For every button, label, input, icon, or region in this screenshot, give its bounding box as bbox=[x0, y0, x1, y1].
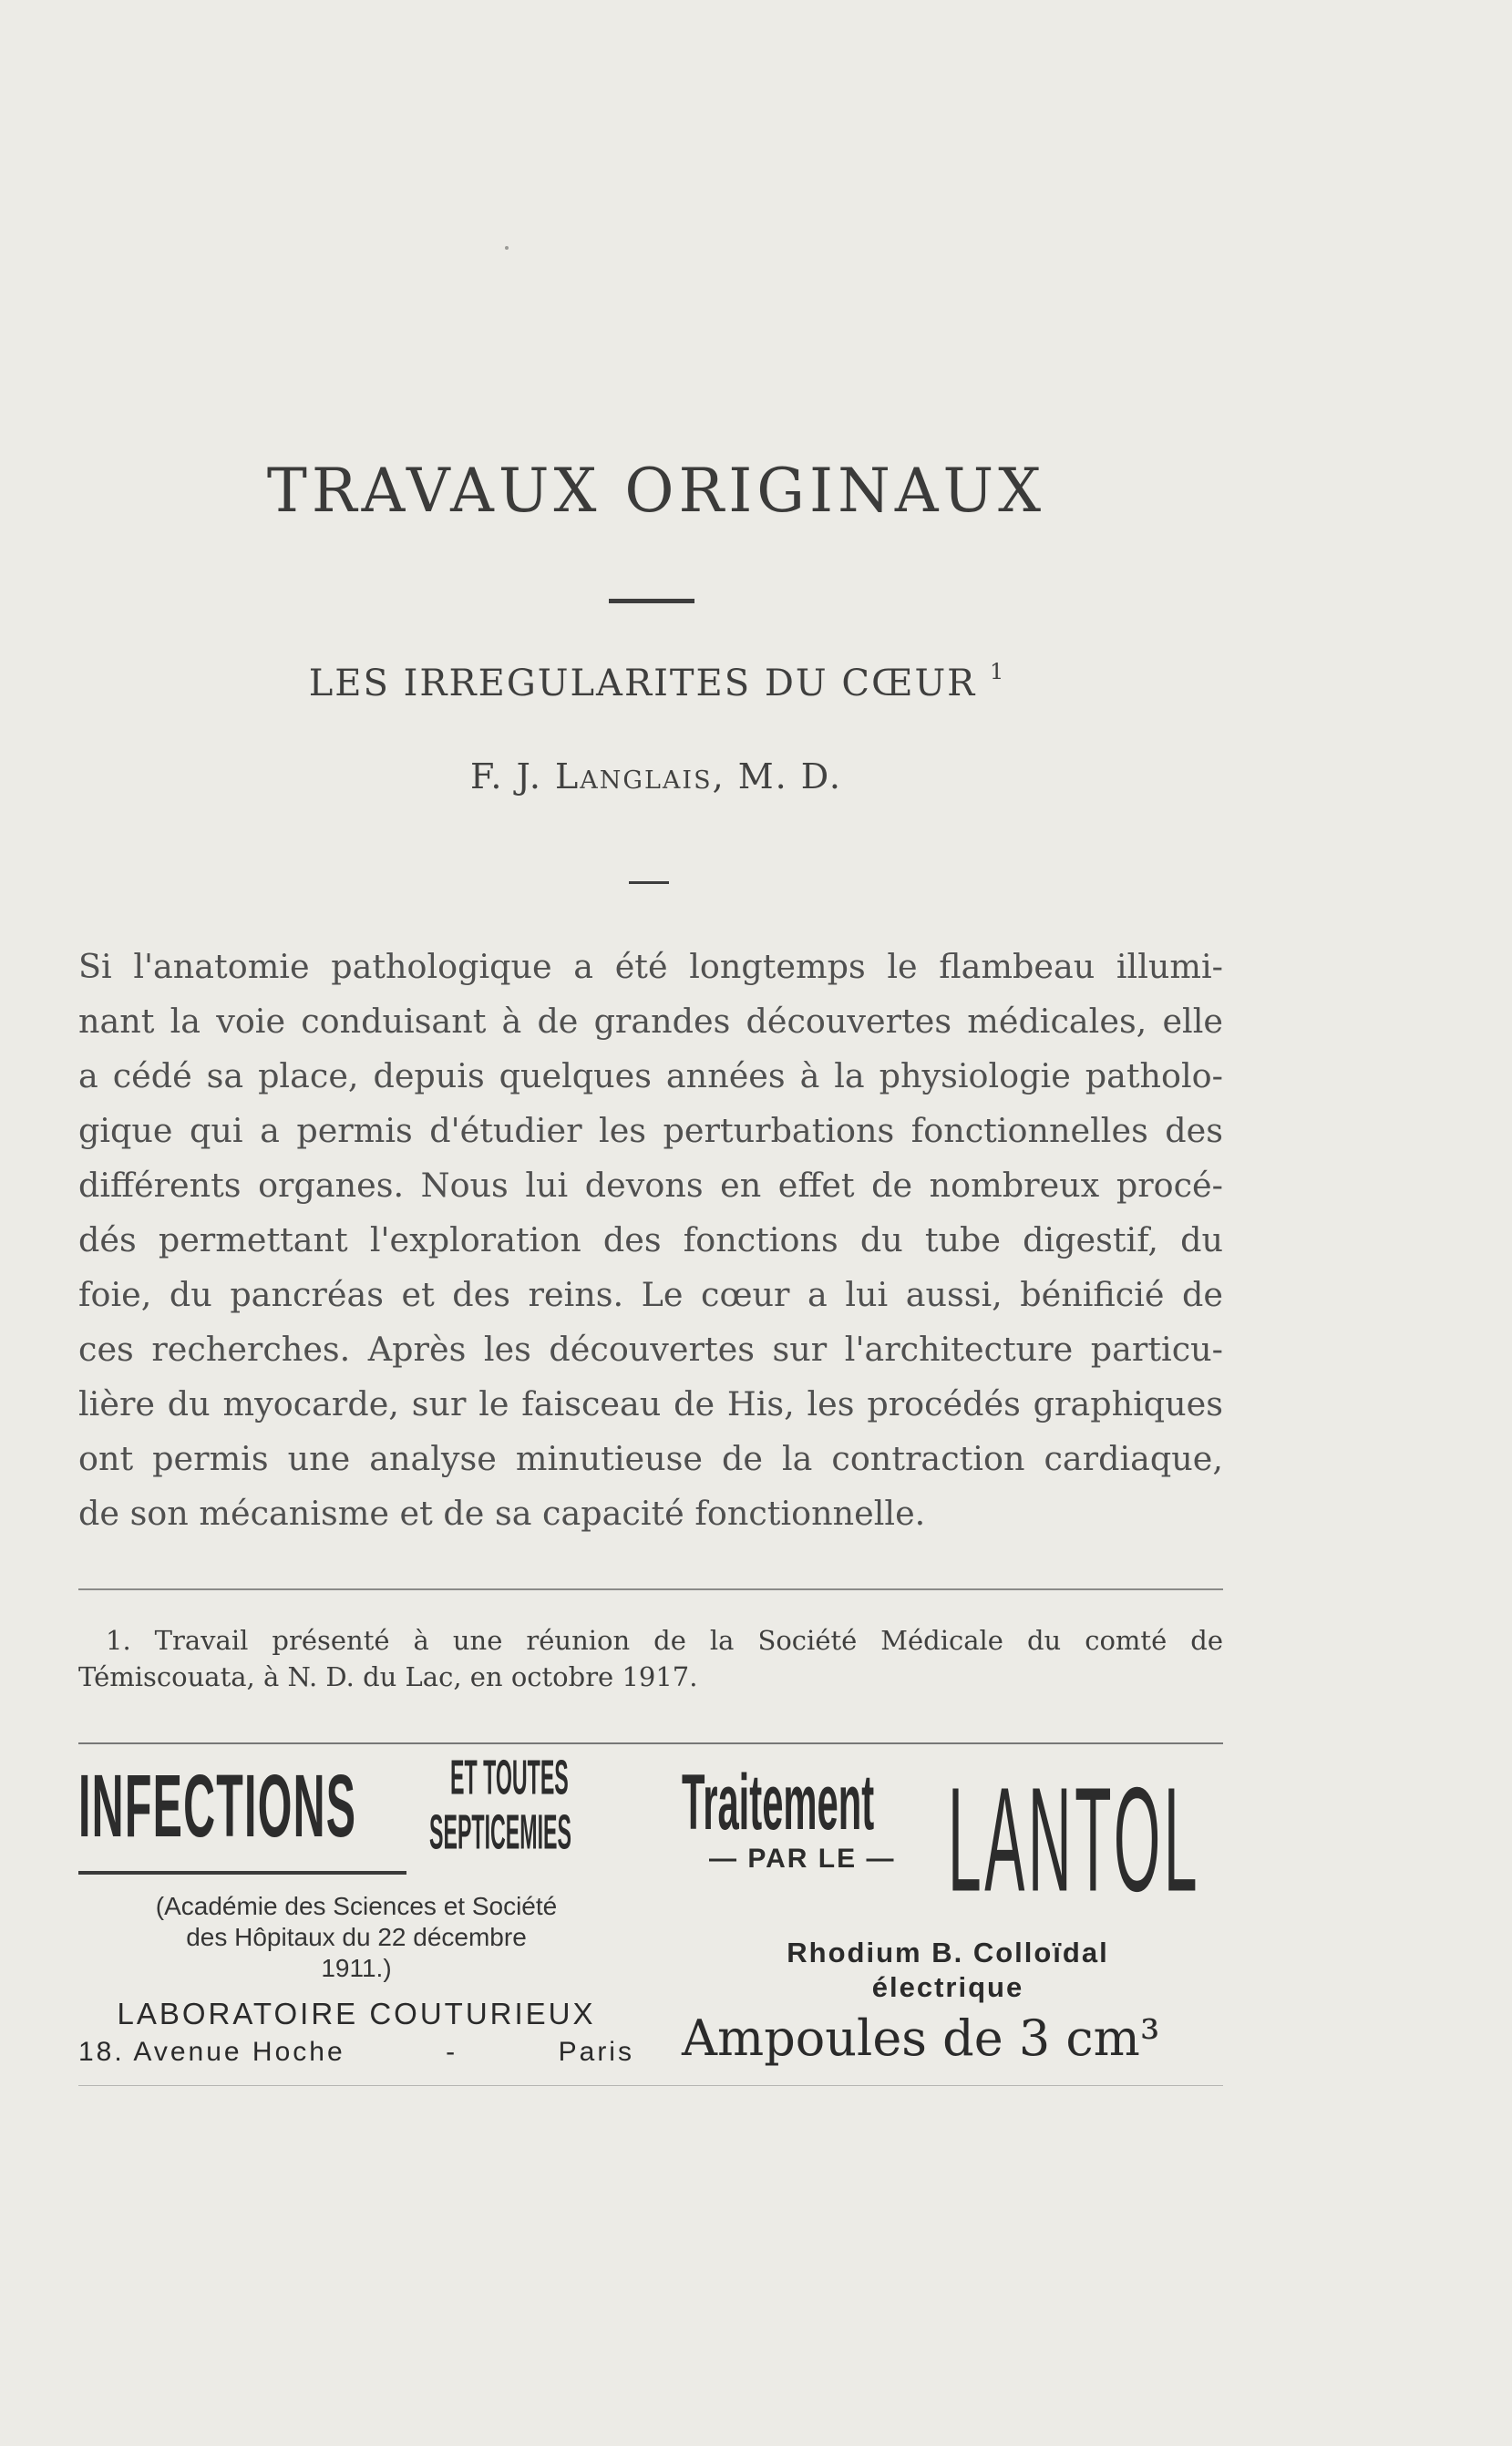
ad-left-rule bbox=[78, 1871, 406, 1875]
body-line: lière du myocarde, sur le faisceau de His, les procédés graphiques bbox=[78, 1384, 1223, 1423]
article-title-text: LES IRREGULARITES DU CŒUR bbox=[308, 663, 977, 704]
ad-address-separator: - bbox=[446, 2037, 458, 2067]
ad-rhodium: Rhodium B. Colloïdal bbox=[787, 1937, 1109, 1968]
author-name: Langlais bbox=[555, 756, 713, 796]
ad-headline-toutes: ET TOUTES bbox=[450, 1751, 569, 1805]
ad-academy-note bbox=[78, 1891, 634, 1984]
footnote-line: Témiscouata, à N. D. du Lac, en octobre 1917. bbox=[78, 1661, 698, 1692]
ad-traitement: Traitement bbox=[682, 1759, 875, 1847]
advertisement-bottom-rule bbox=[78, 2085, 1223, 2086]
body-line: a cédé sa place, depuis quelques années à la physiologie patholo- bbox=[78, 1056, 1223, 1095]
paper-speck bbox=[505, 246, 509, 250]
ad-address bbox=[78, 2037, 634, 2068]
body-line: différents organes. Nous lui devons en effet de nombreux procé- bbox=[78, 1166, 1223, 1205]
ad-electrique: électrique bbox=[871, 1971, 1024, 2003]
ad-note-line: 1911.) bbox=[321, 1954, 392, 1982]
body-line: ont permis une analyse minutieuse de la contraction cardiaque, bbox=[78, 1439, 1223, 1478]
footnote-line: 1. Travail présenté à une réunion de la Société Médicale du comté de bbox=[106, 1625, 1223, 1656]
author-initials: F. J. bbox=[469, 756, 542, 796]
ad-address-city: Paris bbox=[558, 2037, 634, 2067]
body-line: dés permettant l'exploration des fonctions du tube digestif, du bbox=[78, 1220, 1223, 1259]
ad-ampoules: Ampoules de 3 cm³ bbox=[682, 2009, 1160, 2067]
author-degree: , M. D. bbox=[712, 756, 842, 796]
body-line: gique qui a permis d'étudier les perturbations fonctionnelles des bbox=[78, 1111, 1223, 1150]
title-rule bbox=[609, 599, 694, 603]
body-line: foie, du pancréas et des reins. Le cœur a lui aussi, bénificié de bbox=[78, 1275, 1223, 1314]
advertisement-top-rule bbox=[78, 1742, 1223, 1744]
author-rule bbox=[629, 881, 669, 884]
body-line: de son mécanisme et de sa capacité fonctionnelle. bbox=[78, 1494, 926, 1533]
author-line bbox=[0, 756, 1312, 796]
ad-headline: INFECTIONS bbox=[78, 1755, 357, 1856]
footnote-mark: 1 bbox=[990, 659, 1004, 684]
ad-laboratory: LABORATOIRE COUTURIEUX bbox=[117, 1997, 596, 2030]
body-line: nant la voie conduisant à de grandes découvertes médicales, elle bbox=[78, 1002, 1223, 1041]
ad-headline-septicemies: SEPTICEMIES bbox=[429, 1805, 571, 1860]
ad-brand-lantol: LANTOL bbox=[948, 1756, 1201, 1923]
ad-note-line: (Académie des Sciences et Société bbox=[155, 1892, 558, 1920]
body-paragraph bbox=[78, 940, 1223, 1541]
section-title: TRAVAUX ORIGINAUX bbox=[266, 456, 1046, 526]
article-title bbox=[0, 659, 1312, 704]
body-line: ces recherches. Après les découvertes sur l'architecture particu- bbox=[78, 1330, 1223, 1369]
footnote-rule bbox=[78, 1588, 1223, 1590]
ad-note-line: des Hôpitaux du 22 décembre bbox=[186, 1923, 527, 1951]
ad-par-le: — PAR LE — bbox=[709, 1844, 896, 1874]
ad-address-street: 18. Avenue Hoche bbox=[78, 2037, 345, 2067]
footnote bbox=[78, 1622, 1223, 1695]
body-line: Si l'anatomie pathologique a été longtemps le flambeau illumi- bbox=[78, 947, 1223, 986]
